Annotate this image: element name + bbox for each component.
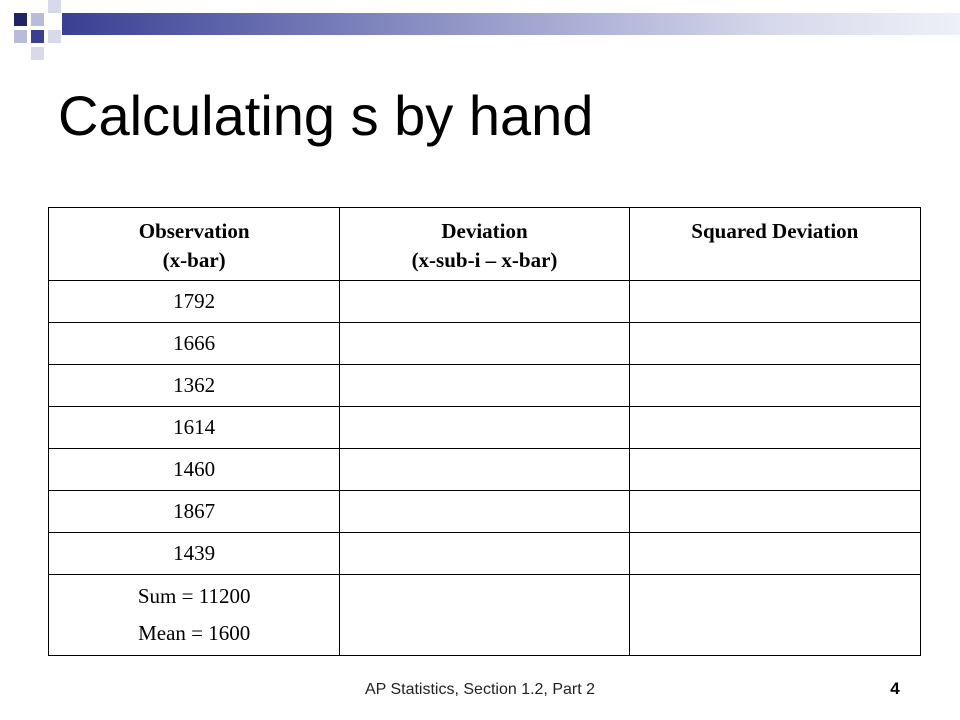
table-row [49,491,921,533]
squared-deviation-cell [629,491,920,533]
squared-deviation-cell [629,365,920,407]
slide-footer: AP Statistics, Section 1.2, Part 2 [364,681,596,698]
squared-deviation-cell [629,449,920,491]
observation-cell: 1362 [49,365,340,407]
deviation-cell [340,365,629,407]
summary-row [49,575,921,656]
deviation-cell [340,449,629,491]
table-row [49,281,921,323]
squared-deviation-cell [629,323,920,365]
deviation-cell [340,533,629,575]
header-square-light [48,30,61,43]
header-deviation-line1: Deviation [441,219,528,243]
deviation-cell [340,281,629,323]
table-row [49,449,921,491]
deviation-cell [340,407,629,449]
observation-cell: 1666 [49,323,340,365]
table-header-row [49,208,921,281]
header-observation [49,208,340,281]
summary-deviation-cell [340,575,629,656]
header-deviation-line2: (x-sub-i – x-bar) [411,248,558,272]
header-square-mid [31,30,44,43]
header-square-light [14,30,27,43]
observation-cell: 1460 [49,449,340,491]
slide-title: Calculating s by hand [58,84,594,147]
header-square-light [48,0,61,13]
summary-squared-cell [629,575,920,656]
observation-cell: 1792 [49,281,340,323]
header-gradient-bar [62,13,960,35]
table-row [49,323,921,365]
squared-deviation-cell [629,533,920,575]
summary-cell [49,575,340,656]
header-observation-line1: Observation [138,219,250,243]
header-squared-deviation-line1: Squared Deviation [691,219,859,243]
header-square-light [31,47,44,60]
squared-deviation-cell [629,407,920,449]
observation-cell: 1439 [49,533,340,575]
observation-cell: 1614 [49,407,340,449]
header-squared-deviation [629,208,920,281]
observation-cell: 1867 [49,491,340,533]
mean-label: Mean = 1600 [138,621,251,645]
page-number: 4 [890,679,900,698]
squared-deviation-cell [629,281,920,323]
deviation-cell [340,491,629,533]
table-row [49,407,921,449]
sum-label: Sum = 11200 [137,584,251,608]
table-row [49,365,921,407]
header-square-dark [14,13,27,26]
table-row [49,533,921,575]
header-square-light [31,13,44,26]
deviation-cell [340,323,629,365]
deviation-table [48,207,921,656]
header-deviation [340,208,629,281]
header-observation-line2: (x-bar) [162,248,226,272]
